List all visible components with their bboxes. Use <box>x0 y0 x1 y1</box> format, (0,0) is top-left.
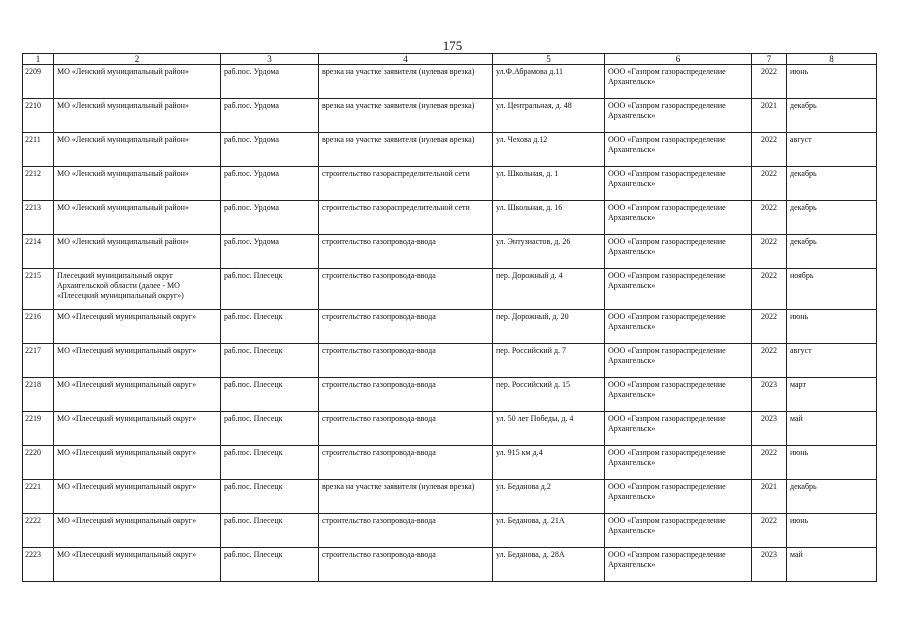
column-header: 2 <box>54 54 221 65</box>
row-number-cell: 2217 <box>23 344 54 378</box>
year-cell: 2022 <box>752 133 787 167</box>
page-number: 175 <box>442 38 463 53</box>
operator-cell: ООО «Газпром газораспределение Архангельск» <box>605 269 752 310</box>
municipality-cell: МО «Плесецкий муниципальный округ» <box>54 514 221 548</box>
gasification-table <box>22 53 877 582</box>
address-cell: пер. Дорожный, д. 20 <box>493 310 605 344</box>
operator-cell: ООО «Газпром газораспределение Архангельск» <box>605 344 752 378</box>
settlement-cell: раб.пос. Плесецк <box>221 344 319 378</box>
work-type-cell: врезка на участке заявителя (нулевая врезка) <box>319 133 493 167</box>
operator-cell: ООО «Газпром газораспределение Архангельск» <box>605 65 752 99</box>
work-type-cell: строительство газопровода-ввода <box>319 344 493 378</box>
operator-cell: ООО «Газпром газораспределение Архангельск» <box>605 378 752 412</box>
column-header: 6 <box>605 54 752 65</box>
month-cell: декабрь <box>787 235 877 269</box>
table-row <box>23 269 877 310</box>
operator-cell: ООО «Газпром газораспределение Архангельск» <box>605 99 752 133</box>
month-cell: август <box>787 133 877 167</box>
settlement-cell: раб.пос. Плесецк <box>221 412 319 446</box>
work-type-cell: врезка на участке заявителя (нулевая врезка) <box>319 99 493 133</box>
month-cell: май <box>787 548 877 582</box>
operator-cell: ООО «Газпром газораспределение Архангельск» <box>605 133 752 167</box>
row-number-cell: 2218 <box>23 378 54 412</box>
year-cell: 2022 <box>752 167 787 201</box>
municipality-cell: МО «Ленский муниципальный район» <box>54 167 221 201</box>
address-cell: ул. Беданова, д. 28А <box>493 548 605 582</box>
column-header: 4 <box>319 54 493 65</box>
table-row <box>23 201 877 235</box>
column-header: 3 <box>221 54 319 65</box>
row-number-cell: 2213 <box>23 201 54 235</box>
month-cell: декабрь <box>787 480 877 514</box>
municipality-cell: МО «Плесецкий муниципальный округ» <box>54 344 221 378</box>
row-number-cell: 2216 <box>23 310 54 344</box>
work-type-cell: строительство газопровода-ввода <box>319 446 493 480</box>
year-cell: 2022 <box>752 269 787 310</box>
municipality-cell: МО «Плесецкий муниципальный округ» <box>54 548 221 582</box>
column-number-header-row <box>23 54 877 65</box>
operator-cell: ООО «Газпром газораспределение Архангельск» <box>605 167 752 201</box>
work-type-cell: строительство газораспределительной сети <box>319 201 493 235</box>
work-type-cell: строительство газопровода-ввода <box>319 378 493 412</box>
table-row <box>23 514 877 548</box>
year-cell: 2023 <box>752 378 787 412</box>
address-cell: пер. Дорожный д. 4 <box>493 269 605 310</box>
municipality-cell: МО «Плесецкий муниципальный округ» <box>54 412 221 446</box>
row-number-cell: 2222 <box>23 514 54 548</box>
column-header: 7 <box>752 54 787 65</box>
operator-cell: ООО «Газпром газораспределение Архангельск» <box>605 446 752 480</box>
settlement-cell: раб.пос. Плесецк <box>221 514 319 548</box>
table-row <box>23 65 877 99</box>
year-cell: 2022 <box>752 201 787 235</box>
settlement-cell: раб.пос. Урдома <box>221 99 319 133</box>
work-type-cell: строительство газопровода-ввода <box>319 412 493 446</box>
row-number-cell: 2219 <box>23 412 54 446</box>
row-number-cell: 2211 <box>23 133 54 167</box>
settlement-cell: раб.пос. Плесецк <box>221 446 319 480</box>
table-row <box>23 235 877 269</box>
row-number-cell: 2215 <box>23 269 54 310</box>
year-cell: 2023 <box>752 548 787 582</box>
row-number-cell: 2212 <box>23 167 54 201</box>
operator-cell: ООО «Газпром газораспределение Архангельск» <box>605 514 752 548</box>
address-cell: ул. 915 км д.4 <box>493 446 605 480</box>
operator-cell: ООО «Газпром газораспределение Архангельск» <box>605 412 752 446</box>
column-header: 1 <box>23 54 54 65</box>
operator-cell: ООО «Газпром газораспределение Архангельск» <box>605 548 752 582</box>
row-number-cell: 2214 <box>23 235 54 269</box>
address-cell: ул. Чехова д.12 <box>493 133 605 167</box>
column-header: 8 <box>787 54 877 65</box>
work-type-cell: строительство газопровода-ввода <box>319 269 493 310</box>
municipality-cell: МО «Плесецкий муниципальный округ» <box>54 446 221 480</box>
year-cell: 2021 <box>752 99 787 133</box>
row-number-cell: 2220 <box>23 446 54 480</box>
municipality-cell: МО «Ленский муниципальный район» <box>54 235 221 269</box>
column-header: 5 <box>493 54 605 65</box>
month-cell: декабрь <box>787 167 877 201</box>
month-cell: июнь <box>787 65 877 99</box>
settlement-cell: раб.пос. Плесецк <box>221 310 319 344</box>
work-type-cell: врезка на участке заявителя (нулевая врезка) <box>319 65 493 99</box>
year-cell: 2023 <box>752 412 787 446</box>
table-row <box>23 310 877 344</box>
settlement-cell: раб.пос. Урдома <box>221 201 319 235</box>
work-type-cell: врезка на участке заявителя (нулевая врезка) <box>319 480 493 514</box>
work-type-cell: строительство газораспределительной сети <box>319 167 493 201</box>
municipality-cell: Плесецкий муниципальный округ Архангельской области (далее - МО «Плесецкий муниципальный округ») <box>54 269 221 310</box>
settlement-cell: раб.пос. Урдома <box>221 167 319 201</box>
table-row <box>23 480 877 514</box>
year-cell: 2021 <box>752 480 787 514</box>
month-cell: июнь <box>787 310 877 344</box>
municipality-cell: МО «Ленский муниципальный район» <box>54 201 221 235</box>
table-body <box>23 65 877 582</box>
table-row <box>23 378 877 412</box>
month-cell: март <box>787 378 877 412</box>
settlement-cell: раб.пос. Плесецк <box>221 269 319 310</box>
address-cell: ул. 50 лет Победы, д. 4 <box>493 412 605 446</box>
address-cell: ул. Центральная, д. 48 <box>493 99 605 133</box>
address-cell: ул. Школьная, д. 16 <box>493 201 605 235</box>
settlement-cell: раб.пос. Плесецк <box>221 378 319 412</box>
row-number-cell: 2209 <box>23 65 54 99</box>
table-row <box>23 548 877 582</box>
year-cell: 2022 <box>752 344 787 378</box>
table-row <box>23 133 877 167</box>
address-cell: ул.Ф.Абрамова д.11 <box>493 65 605 99</box>
address-cell: ул. Энтузиастов, д. 26 <box>493 235 605 269</box>
table-row <box>23 167 877 201</box>
month-cell: июнь <box>787 446 877 480</box>
table-row <box>23 344 877 378</box>
operator-cell: ООО «Газпром газораспределение Архангельск» <box>605 201 752 235</box>
municipality-cell: МО «Ленский муниципальный район» <box>54 133 221 167</box>
month-cell: декабрь <box>787 201 877 235</box>
operator-cell: ООО «Газпром газораспределение Архангельск» <box>605 480 752 514</box>
operator-cell: ООО «Газпром газораспределение Архангельск» <box>605 310 752 344</box>
year-cell: 2022 <box>752 235 787 269</box>
month-cell: ноябрь <box>787 269 877 310</box>
settlement-cell: раб.пос. Плесецк <box>221 548 319 582</box>
address-cell: ул. Беданова д.2 <box>493 480 605 514</box>
settlement-cell: раб.пос. Урдома <box>221 133 319 167</box>
municipality-cell: МО «Плесецкий муниципальный округ» <box>54 480 221 514</box>
year-cell: 2022 <box>752 514 787 548</box>
work-type-cell: строительство газопровода-ввода <box>319 235 493 269</box>
municipality-cell: МО «Ленский муниципальный район» <box>54 65 221 99</box>
work-type-cell: строительство газопровода-ввода <box>319 310 493 344</box>
row-number-cell: 2223 <box>23 548 54 582</box>
address-cell: ул. Школьная, д. 1 <box>493 167 605 201</box>
settlement-cell: раб.пос. Плесецк <box>221 480 319 514</box>
table-row <box>23 99 877 133</box>
address-cell: пер. Российский д. 7 <box>493 344 605 378</box>
municipality-cell: МО «Ленский муниципальный район» <box>54 99 221 133</box>
address-cell: ул. Беданова, д. 21А <box>493 514 605 548</box>
municipality-cell: МО «Плесецкий муниципальный округ» <box>54 378 221 412</box>
settlement-cell: раб.пос. Урдома <box>221 235 319 269</box>
operator-cell: ООО «Газпром газораспределение Архангельск» <box>605 235 752 269</box>
municipality-cell: МО «Плесецкий муниципальный округ» <box>54 310 221 344</box>
year-cell: 2022 <box>752 310 787 344</box>
month-cell: май <box>787 412 877 446</box>
year-cell: 2022 <box>752 446 787 480</box>
work-type-cell: строительство газопровода-ввода <box>319 548 493 582</box>
work-type-cell: строительство газопровода-ввода <box>319 514 493 548</box>
month-cell: август <box>787 344 877 378</box>
row-number-cell: 2210 <box>23 99 54 133</box>
month-cell: июнь <box>787 514 877 548</box>
table-row <box>23 412 877 446</box>
row-number-cell: 2221 <box>23 480 54 514</box>
year-cell: 2022 <box>752 65 787 99</box>
address-cell: пер. Российский д. 15 <box>493 378 605 412</box>
month-cell: декабрь <box>787 99 877 133</box>
table-row <box>23 446 877 480</box>
settlement-cell: раб.пос. Урдома <box>221 65 319 99</box>
